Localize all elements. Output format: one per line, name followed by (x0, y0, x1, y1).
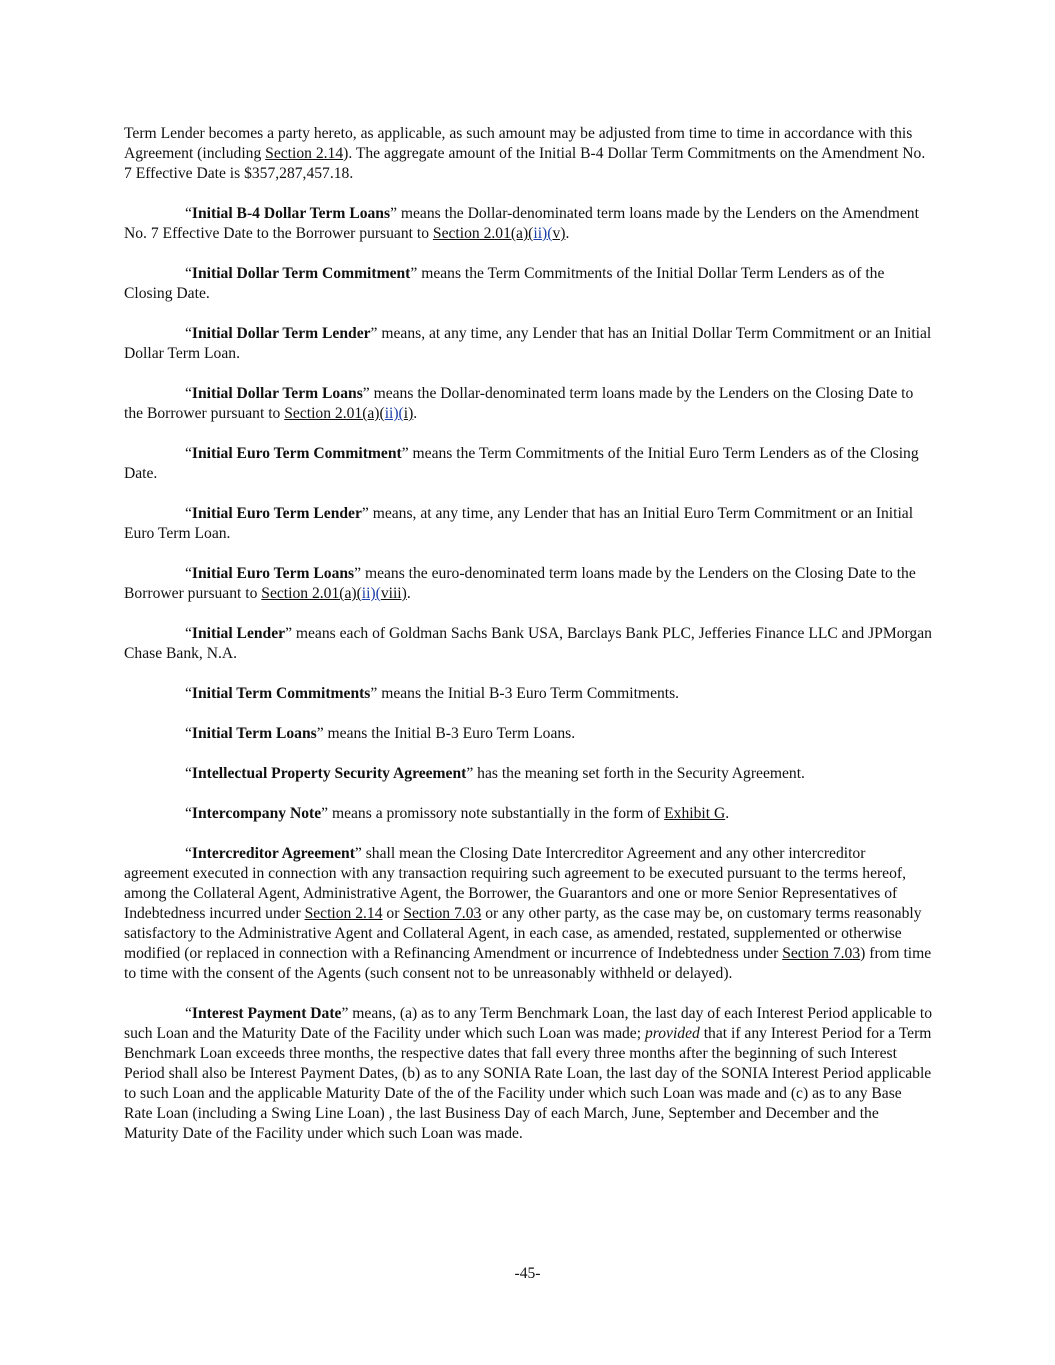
document-body (124, 124, 934, 1164)
section-reference[interactable]: Section 7.03 (782, 945, 861, 962)
definition-interest-payment-date: “Interest Payment Date” means, (a) as to any Term Benchmark Loan, the last day of each Interest Period applicable to such Loan and the Maturity Date of the Facility under which such Loan was made; provided that if any Interest Period for a Term Benchmark Loan exceeds three months, the respective dates that fall every three months after the beginning of such Interest Period shall also be Interest Payment Dates, (b) as to any SONIA Rate Loan, the last day of the SONIA Interest Period applicable to such Loan and the applicable Maturity Date of the of the Facility under which such Loan was made and (c) as to any Base Rate Loan (including a Swing Line Loan) , the last Business Day of each March, June, September and December and the Maturity Date of the Facility under which such Loan was made. (124, 1005, 932, 1142)
definition-initial-b4-dollar-term-loans: “Initial B-4 Dollar Term Loans” means the Dollar-denominated term loans made by the Lenders on the Amendment No. 7 Effective Date to the Borrower pursuant to Section 2.01(a)(ii)(v). (124, 205, 919, 242)
exhibit-reference[interactable]: Exhibit G (664, 805, 726, 822)
definition-initial-lender: “Initial Lender” means each of Goldman Sachs Bank USA, Barclays Bank PLC, Jefferies Finance LLC and JPMorgan Chase Bank, N.A. (124, 625, 932, 662)
definition-initial-dollar-term-lender: “Initial Dollar Term Lender” means, at any time, any Lender that has an Initial Dollar Term Commitment or an Initial Dollar Term Loan. (124, 325, 932, 362)
page-number: -45- (514, 1265, 541, 1282)
defined-term: Initial Term Commitments (191, 685, 371, 702)
italic-term: provided (644, 1025, 700, 1042)
definition-initial-dollar-term-loans: “Initial Dollar Term Loans” means the Dollar-denominated term loans made by the Lenders on the Closing Date to the Borrower pursuant to Section 2.01(a)(ii)(i). (124, 385, 914, 422)
definition-intellectual-property-security-agreement: “Intellectual Property Security Agreement” has the meaning set forth in the Security Agreement. (185, 765, 805, 782)
defined-term: Initial Euro Term Commitment (191, 445, 402, 462)
definition-intercompany-note: “Intercompany Note” means a promissory note substantially in the form of Exhibit G. (185, 805, 730, 822)
definition-initial-term-loans: “Initial Term Loans” means the Initial B-3 Euro Term Loans. (185, 725, 576, 742)
section-reference[interactable]: Section 7.03 (403, 905, 482, 922)
section-reference[interactable]: Section 2.01(a)( (261, 585, 362, 602)
section-reference[interactable]: v) (552, 225, 566, 242)
defined-term: Intercompany Note (191, 805, 322, 822)
defined-term: Initial Term Loans (191, 725, 317, 742)
defined-term: Initial Euro Term Loans (191, 565, 355, 582)
defined-term: Intercreditor Agreement (191, 845, 355, 862)
section-reference[interactable]: i) (403, 405, 414, 422)
defined-term: Interest Payment Date (191, 1005, 342, 1022)
section-reference[interactable]: Section 2.01(a)( (284, 405, 385, 422)
definition-intercreditor-agreement: “Intercreditor Agreement” shall mean the Closing Date Intercreditor Agreement and any other intercreditor agreement executed in connection with any transaction requiring such agreement to be executed pursuant to the terms hereof, among the Collateral Agent, Administrative Agent, the Borrower, the Guarantors and one or more Senior Representatives of Indebtedness incurred under Section 2.14 or Section 7.03 or any other party, as the case may be, on customary terms reasonably satisfactory to the Administrative Agent and Collateral Agent, in each case, as amended, restated, supplemented or otherwise modified (or replaced in connection with a Refinancing Amendment or incurrence of Indebtedness under Section 7.03) from time to time with the consent of the Agents (such consent not to be unreasonably withheld or delayed). (124, 845, 932, 982)
definition-initial-euro-term-commitment: “Initial Euro Term Commitment” means the Term Commitments of the Initial Euro Term Lenders as of the Closing Date. (124, 445, 919, 482)
defined-term: Initial Euro Term Lender (191, 505, 362, 522)
section-reference[interactable]: Section 2.14 (304, 905, 383, 922)
definition-initial-euro-term-loans: “Initial Euro Term Loans” means the euro-denominated term loans made by the Lenders on the Closing Date to the Borrower pursuant to Section 2.01(a)(ii)(viii). (124, 565, 916, 602)
defined-term: Initial B-4 Dollar Term Loans (191, 205, 391, 222)
section-reference[interactable]: Section 2.14 (265, 145, 344, 162)
defined-term: Intellectual Property Security Agreement (191, 765, 467, 782)
defined-term: Initial Lender (191, 625, 286, 642)
hyperlink[interactable]: ii)( (384, 405, 404, 422)
definition-initial-term-commitments: “Initial Term Commitments” means the Initial B-3 Euro Term Commitments. (185, 685, 680, 702)
defined-term: Initial Dollar Term Lender (191, 325, 371, 342)
defined-term: Initial Dollar Term Loans (191, 385, 363, 402)
defined-term: Initial Dollar Term Commitment (191, 265, 411, 282)
hyperlink[interactable]: ii)( (361, 585, 381, 602)
definition-initial-dollar-term-commitment: “Initial Dollar Term Commitment” means the Term Commitments of the Initial Dollar Term Lenders as of the Closing Date. (124, 265, 885, 302)
hyperlink[interactable]: ii)( (533, 225, 553, 242)
section-reference[interactable]: viii) (380, 585, 407, 602)
section-reference[interactable]: Section 2.01(a)( (432, 225, 534, 242)
definition-initial-euro-term-lender: “Initial Euro Term Lender” means, at any time, any Lender that has an Initial Euro Term Commitment or an Initial Euro Term Loan. (124, 505, 914, 542)
continuation-paragraph: Term Lender becomes a party hereto, as applicable, as such amount may be adjusted from time to time in accordance with this Agreement (including Section 2.14). The aggregate amount of the Initial B-4 Dollar Term Commitments on the Amendment No. 7 Effective Date is $357,287,457.18. (124, 125, 926, 182)
